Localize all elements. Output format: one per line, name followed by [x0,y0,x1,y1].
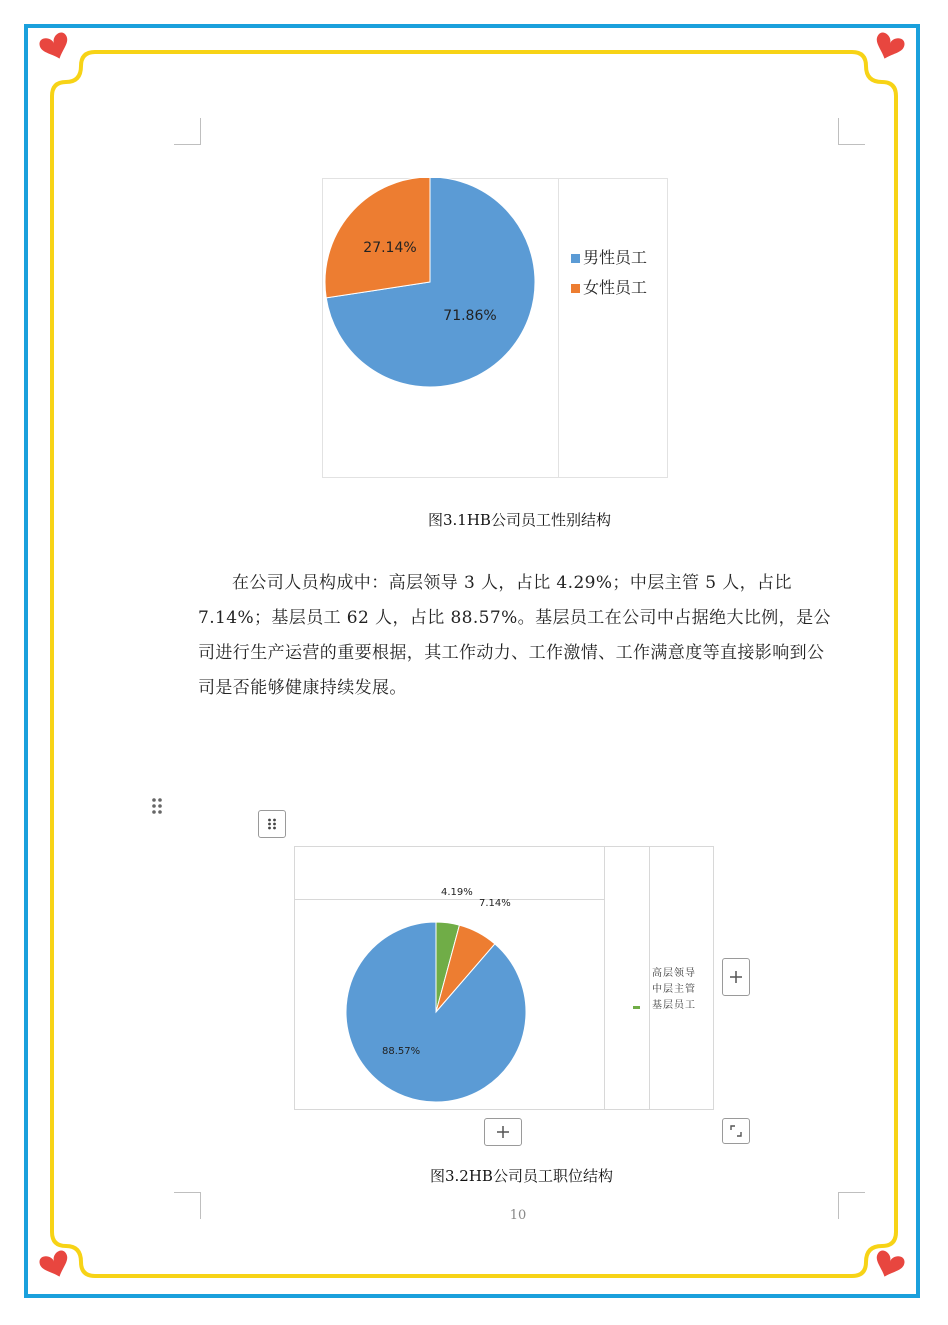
data-label-male: 71.86% [443,308,497,324]
data-label-base: 88.57% [382,1046,421,1057]
position-legend [652,966,696,1014]
crop-mark-top-right [838,118,865,145]
layout-options-button[interactable] [722,1118,750,1144]
legend-item-female [571,275,647,298]
chart-move-button[interactable] [258,810,286,838]
move-icon [266,817,278,831]
data-label-middle: 7.14% [479,898,511,909]
plus-icon [496,1125,510,1139]
heart-icon [38,31,73,64]
plus-icon [729,970,743,984]
figure1-caption: 图3.1HB公司员工性别结构 [428,511,611,529]
legend-label-male: 男性员工 [583,248,648,267]
legend-swatch-senior [633,1006,640,1009]
crop-mark-top-left [174,118,201,145]
add-chart-element-button[interactable] [722,958,750,996]
legend-swatch-female [571,284,580,293]
data-label-female: 27.14% [363,240,417,256]
legend-label-middle: 中层主管 [652,984,696,995]
crop-mark-bottom-right [838,1192,865,1219]
page-number: 10 [509,1208,527,1223]
data-label-senior: 4.19% [441,887,473,898]
legend-label-female: 女性员工 [583,278,648,297]
gender-pie-chart [322,178,668,478]
legend-item-male [571,245,647,268]
crop-mark-bottom-left [174,1192,201,1219]
drag-handle-icon[interactable] [150,796,164,818]
legend-label-base: 基层员工 [652,1000,696,1011]
heart-icon [871,31,906,64]
figure2-caption: 图3.2HB公司员工职位结构 [430,1167,613,1185]
layout-icon [730,1125,742,1137]
legend-label-senior: 高层领导 [652,968,696,979]
legend-swatch-male [571,254,580,263]
pie-slice-female [325,178,430,298]
body-paragraph: 在公司人员构成中：高层领导 3 人，占比 4.29%；中层主管 5 人，占比 7.14%；基层员工 62 人，占比 88.57%。基层员工在公司中占据绝大比例，是公司进行生产运营的重要根据，其工作动力、工作激情、工作满意度等直接影响到公司是否能够健康持续发展。 [198,573,831,698]
add-below-button[interactable] [484,1118,522,1146]
pie-slice-base [346,922,526,1102]
position-pie-chart [294,846,714,1110]
heart-icon [38,1249,73,1282]
drag-handle-glyph [150,796,164,818]
heart-icon [871,1249,906,1282]
